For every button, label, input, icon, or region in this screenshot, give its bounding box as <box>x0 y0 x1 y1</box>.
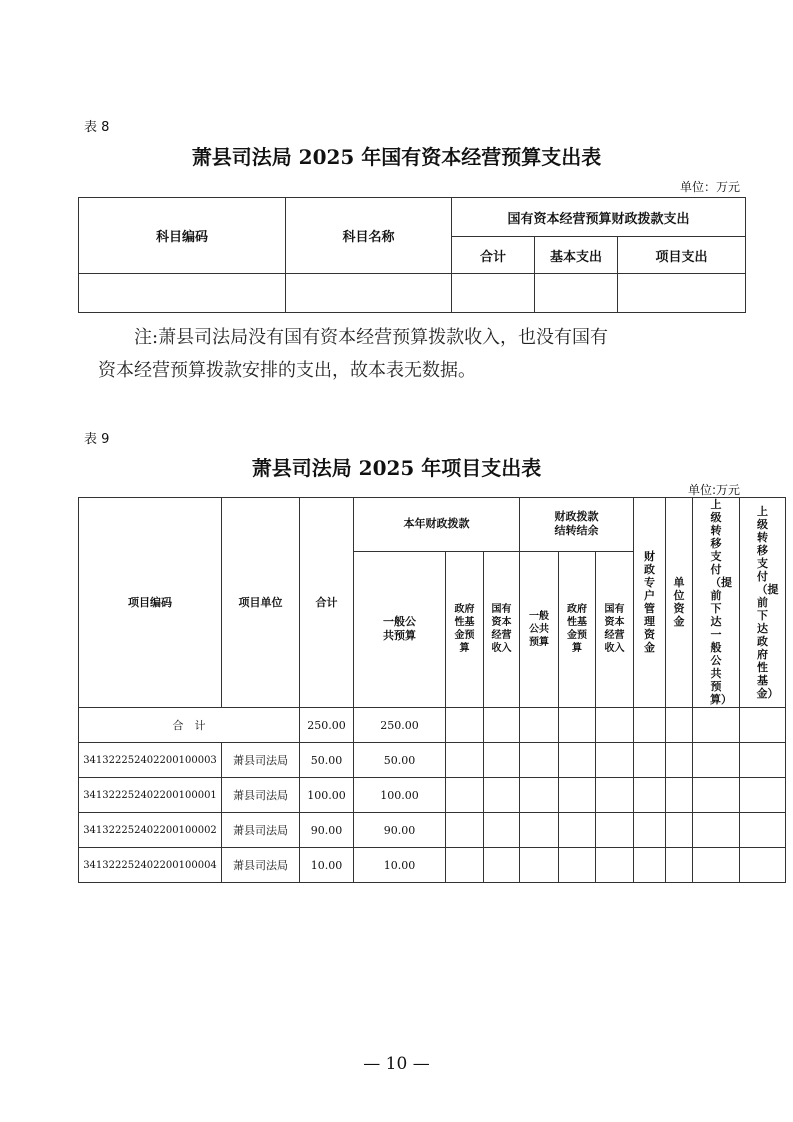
row-general: 100.00 <box>354 778 446 813</box>
general-line2: 共预算 <box>383 629 416 643</box>
row-total: 10.00 <box>300 848 354 883</box>
header-total: 合计 <box>452 237 535 274</box>
row-total: 90.00 <box>300 813 354 848</box>
header-carry-state-capital: 国有资本经营收入 <box>596 551 634 707</box>
table-row <box>79 848 786 883</box>
header-upper-transfer: 上级转移支付（提前下达一般公共预算） <box>693 498 740 708</box>
table9-label: 表 9 <box>84 432 110 447</box>
empty-row <box>79 274 746 313</box>
table9-title: 萧县司法局 2025 年项目支出表 <box>251 456 542 480</box>
table8-label: 表 8 <box>84 120 110 135</box>
row-unit: 萧县司法局 <box>222 848 300 883</box>
empty-cell <box>286 274 452 313</box>
row-general: 50.00 <box>354 743 446 778</box>
header-carry-group <box>520 498 634 552</box>
header-total: 合计 <box>300 498 354 708</box>
table-row <box>79 778 786 813</box>
empty-cell <box>79 274 286 313</box>
row-total: 50.00 <box>300 743 354 778</box>
header-name: 科目名称 <box>286 198 452 274</box>
note <box>98 321 738 387</box>
table-row <box>79 813 786 848</box>
header-project: 项目支出 <box>618 237 746 274</box>
header-code: 科目编码 <box>79 198 286 274</box>
table8 <box>78 197 746 313</box>
header-upper-transfer-gov: 上级转移支付（提前下达政府性基金） <box>740 498 786 708</box>
header-state-capital: 国有资本经营收入 <box>484 551 520 707</box>
row-code: 341322252402200100003 <box>79 743 222 778</box>
total-label: 合 计 <box>79 708 300 743</box>
table9-unit: 单位:万元 <box>687 483 740 497</box>
empty-cell <box>535 274 618 313</box>
row-general: 10.00 <box>354 848 446 883</box>
note-line1: 注:萧县司法局没有国有资本经营预算拨款收入，也没有国有 <box>134 327 609 348</box>
page-number: — 10 — <box>363 1054 430 1074</box>
header-current-group: 本年财政拨款 <box>354 498 520 552</box>
row-code: 341322252402200100004 <box>79 848 222 883</box>
row-unit: 萧县司法局 <box>222 743 300 778</box>
total-row <box>79 708 786 743</box>
empty-cell <box>618 274 746 313</box>
header-group: 国有资本经营预算财政拨款支出 <box>452 198 746 237</box>
table8-title: 萧县司法局 2025 年国有资本经营预算支出表 <box>191 145 602 169</box>
header-carry-general: 一般公共预算 <box>520 551 559 707</box>
row-code: 341322252402200100002 <box>79 813 222 848</box>
general-line1: 一般公 <box>383 615 416 629</box>
header-code: 项目编码 <box>79 498 222 708</box>
table9 <box>78 497 786 883</box>
note-line2: 资本经营预算拨款安排的支出，故本表无数据。 <box>98 360 476 381</box>
header-carry-gov-fund: 政府性基金预算 <box>559 551 596 707</box>
row-code: 341322252402200100001 <box>79 778 222 813</box>
row-unit: 萧县司法局 <box>222 813 300 848</box>
carry-group-line1: 财政拨款 <box>554 510 599 524</box>
total-general: 250.00 <box>354 708 446 743</box>
total-total: 250.00 <box>300 708 354 743</box>
table-row <box>79 743 786 778</box>
header-unit-fund: 单位资金 <box>666 498 693 708</box>
header-special-fund: 财政专户管理资金 <box>634 498 666 708</box>
row-total: 100.00 <box>300 778 354 813</box>
header-basic: 基本支出 <box>535 237 618 274</box>
header-gov-fund: 政府性基金预算 <box>446 551 484 707</box>
empty-cell <box>452 274 535 313</box>
carry-group-line2: 结转结余 <box>554 524 599 538</box>
table8-unit: 单位：万元 <box>679 180 740 194</box>
header-unit: 项目单位 <box>222 498 300 708</box>
row-unit: 萧县司法局 <box>222 778 300 813</box>
header-general <box>354 551 446 707</box>
row-general: 90.00 <box>354 813 446 848</box>
